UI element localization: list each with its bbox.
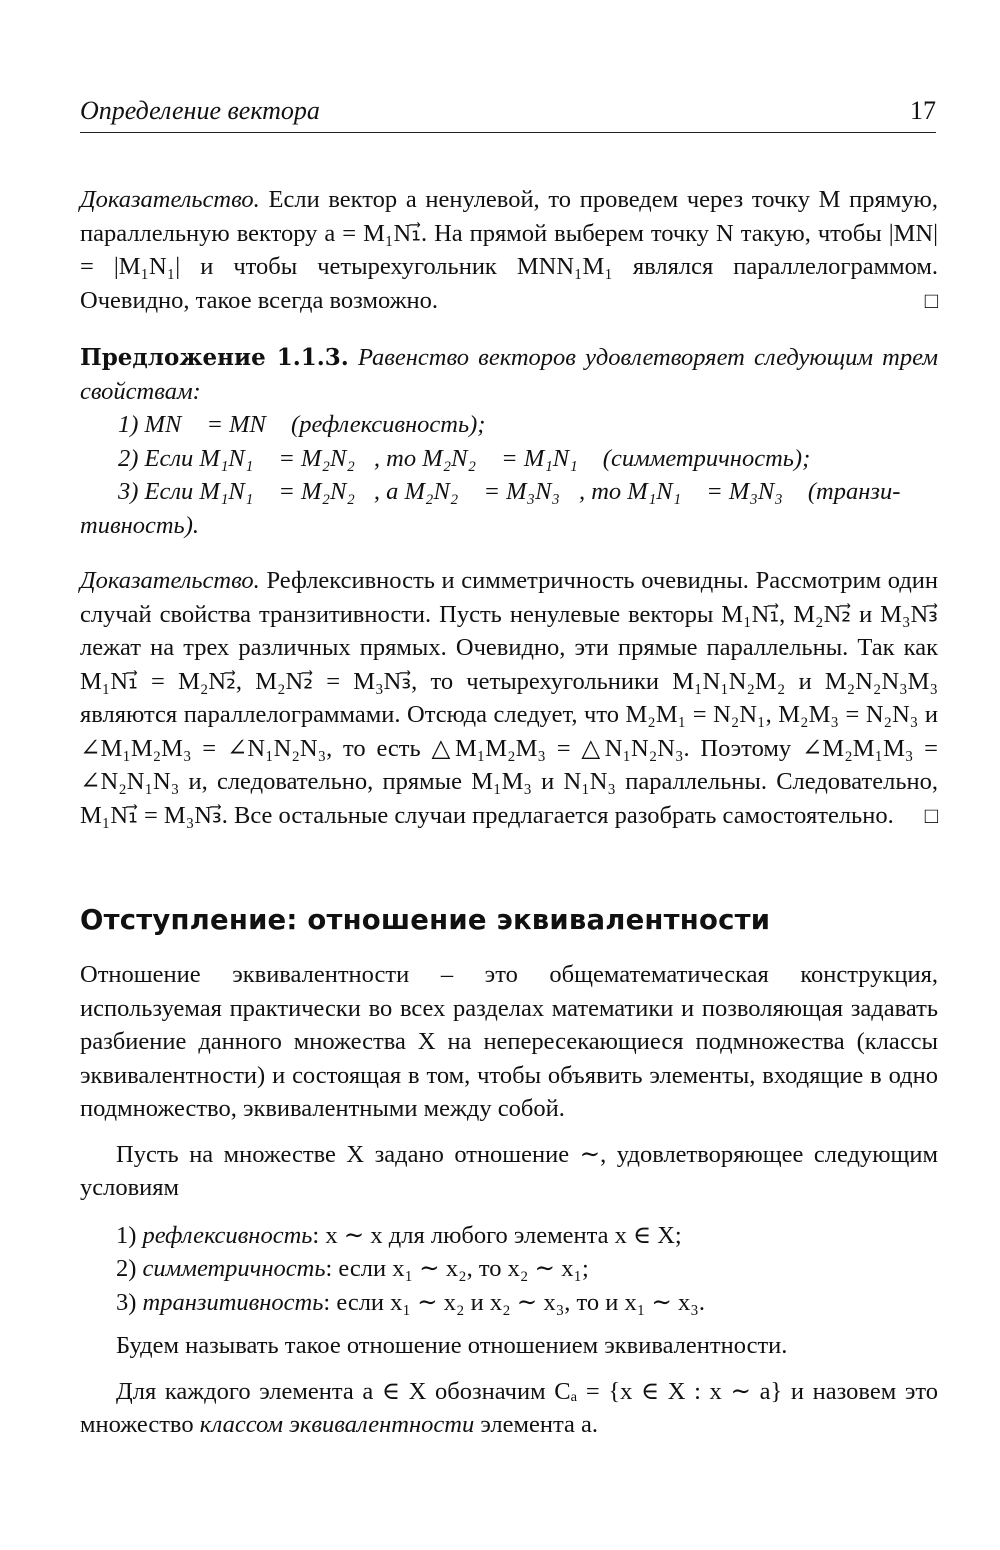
condition-number: 1) bbox=[116, 1221, 137, 1249]
definition-text: элемента a. bbox=[474, 1411, 599, 1438]
condition-text: : x ∼ x для любого элемента x ∈ X; bbox=[312, 1221, 682, 1249]
qed-symbol: □ bbox=[924, 287, 938, 313]
proposition-item: 2) Если M₁N₁⃗ = M₂N₂⃗, то M₂N₂⃗ = M₁N₁⃗ (симметричность); bbox=[118, 444, 811, 472]
condition-name: рефлексивность bbox=[142, 1221, 313, 1249]
proposition-items bbox=[118, 408, 938, 509]
proposition-item: 1) MN⃗ = MN⃗ (рефлексивность); bbox=[118, 411, 486, 438]
section-paragraph: Будем называть такое отношение отношением эквивалентности. bbox=[116, 1332, 788, 1359]
proposition-label: Предложение 1.1.3. bbox=[80, 344, 349, 371]
condition-name: симметричность bbox=[142, 1255, 326, 1282]
proof-text: Если вектор a ненулевой, то проведем через точку M прямую, параллельную вектору a = M₁N₁⃗. На прямой выберем точку N такую, чтобы |MN| = |M₁N₁| и чтобы четырехугольник MNN₁M₁ являлся параллелограммом. Очевидно, такое всегда возможно. bbox=[80, 186, 938, 314]
proof-paragraph-2 bbox=[80, 564, 938, 832]
proof-paragraph-1 bbox=[80, 183, 938, 317]
condition-text: : если x₁ ∼ x₂ и x₂ ∼ x₃, то и x₁ ∼ x₃. bbox=[323, 1288, 705, 1316]
condition-name: транзитивность bbox=[142, 1288, 324, 1316]
definition-text: Для каждого элемента a ∈ X обозначим Cₐ = {x ∈ X : x ∼ a} и назовем это множество bbox=[80, 1377, 938, 1438]
condition-number: 3) bbox=[116, 1288, 137, 1316]
condition-number: 2) bbox=[116, 1255, 137, 1282]
section-paragraph: Пусть на множестве X задано отношение ∼, удовлетворяющее следующим условиям bbox=[80, 1140, 938, 1201]
condition-item bbox=[116, 1286, 938, 1320]
page-number: 17 bbox=[910, 96, 936, 125]
proposition-item: 3) Если M₁N₁⃗ = M₂N₂⃗, а M₂N₂⃗ = M₃N₃⃗, то M₁N₁⃗ = M₃N₃⃗ (транзи- bbox=[118, 478, 901, 505]
proposition bbox=[80, 341, 938, 542]
condition-text: : если x₁ ∼ x₂, то x₂ ∼ x₁; bbox=[325, 1255, 589, 1282]
running-head bbox=[80, 96, 936, 133]
condition-item bbox=[116, 1252, 938, 1286]
section-paragraph bbox=[80, 1375, 938, 1442]
qed-symbol: □ bbox=[924, 802, 938, 828]
defined-term: классом эквивалентности bbox=[199, 1411, 475, 1438]
proof-text: Рефлексивность и симметричность очевидны. Рассмотрим один случай свойства транзитивности. Пусть ненулевые векторы M₁N₁⃗, M₂N₂⃗ и M₃N₃⃗ лежат на трех различных прямых. Очевидно, эти прямые параллельны. Так как M₁N₁⃗ = M₂N₂⃗, M₂N₂⃗ = M₃N₃⃗, то четырехугольники M₁N₁N₂M₂ и M₂N₂N₃M₃ являются параллелограммами. Отсюда следует, что M₂M₁ = N₂N₁, M₂M₃ = N₂N₃ и ∠M₁M₂M₃ = ∠N₁N₂N₃, то есть △M₁M₂M₃ = △N₁N₂N₃. Поэтому ∠M₂M₁M₃ = ∠N₂N₁N₃ и, следовательно, прямые M₁M₃ и N₁N₃ параллельны. Следовательно, M₁N₁⃗ = M₃N₃⃗. Все остальные случаи предлагается разобрать самостоятельно. bbox=[80, 567, 939, 829]
proof-label: Доказательство. bbox=[80, 567, 260, 594]
proposition-item-continuation: тивность). bbox=[80, 511, 199, 539]
section-paragraph: Отношение эквивалентности – это общематематическая конструкция, используемая практически во всех разделах математики и позволяющая задавать разбиение данного множества X на непересекающиеся подмножества (классы эквивалентности) и состоящая в том, чтобы объявить элементы, входящие в одно подмножество, эквивалентными между собой. bbox=[80, 961, 938, 1122]
proof-label: Доказательство. bbox=[80, 186, 260, 213]
section-heading: Отступление: отношение эквивалентности bbox=[80, 904, 771, 936]
proposition-statement: Равенство векторов удовлетворяет следующим трем свойствам: bbox=[80, 344, 939, 405]
running-head-title: Определение вектора bbox=[80, 96, 320, 125]
conditions-list bbox=[116, 1219, 938, 1320]
condition-item bbox=[116, 1219, 938, 1253]
